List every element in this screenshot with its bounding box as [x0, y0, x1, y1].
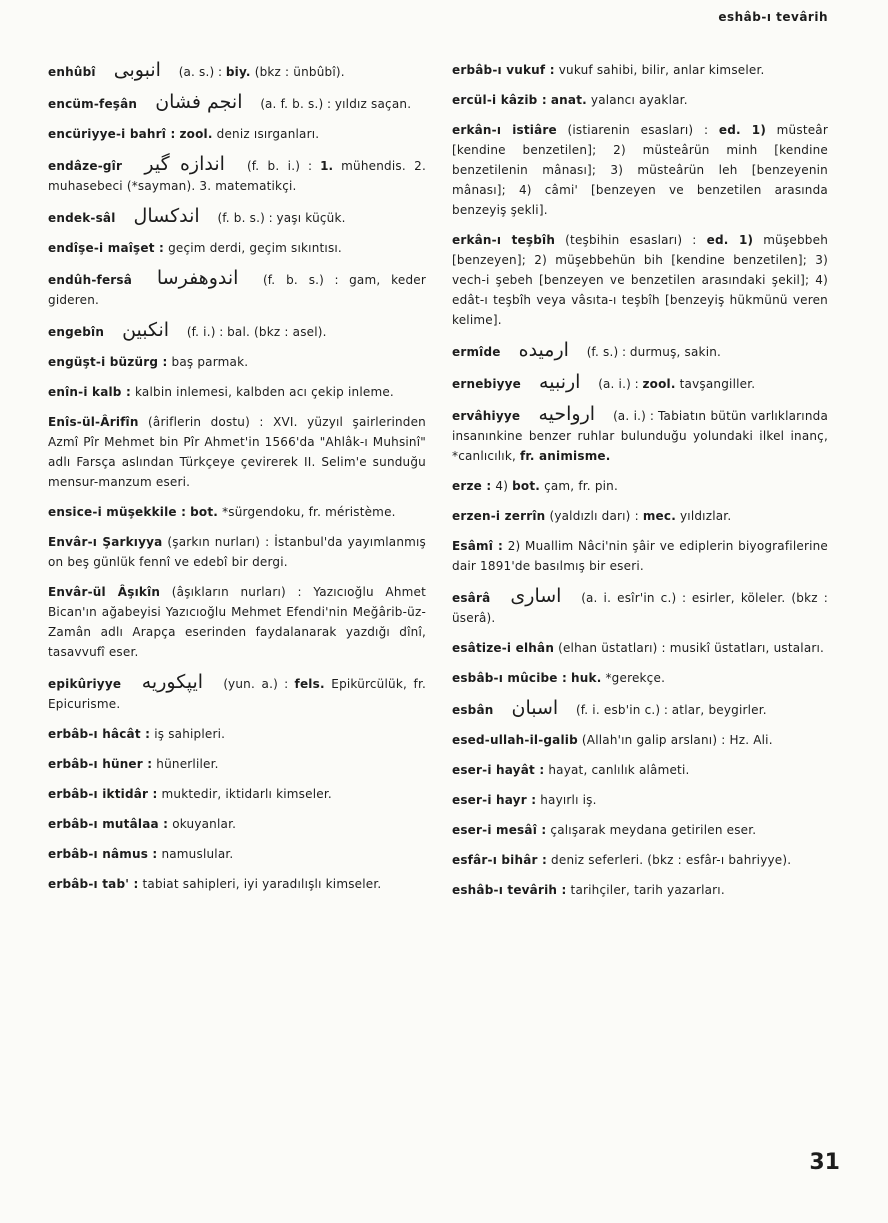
- dictionary-entry: [452, 586, 828, 628]
- dictionary-entry: [48, 532, 426, 572]
- right-column: [452, 60, 828, 910]
- dictionary-entry: [48, 502, 426, 522]
- headword: erbâb-ı nâmus :: [48, 847, 158, 861]
- domain-label: bot.: [512, 479, 541, 493]
- headword: erze :: [452, 479, 492, 493]
- headword: esed-ullah-il-galib: [452, 733, 578, 747]
- definition-text: 4): [495, 479, 509, 493]
- definition-text: 2) Muallim Nâci'nin şâir ve ediplerin biyografilerine dair 1891'de basılmış bir eseri.: [452, 539, 828, 573]
- domain-label: ed. 1): [718, 123, 767, 137]
- dictionary-entry: [452, 698, 828, 720]
- arabic-script: اسبان: [511, 697, 559, 719]
- headword: erbâb-ı tab' :: [48, 877, 139, 891]
- dictionary-entry: [48, 814, 426, 834]
- arabic-script: ارنبيه: [539, 371, 581, 393]
- domain-label: huk.: [571, 671, 602, 685]
- headword: ernebiyye: [452, 377, 522, 391]
- headword: enîn-i kalb :: [48, 385, 131, 399]
- headword: eshâb-ı tevârih :: [452, 883, 567, 897]
- domain-label: anat.: [550, 93, 587, 107]
- definition-text: müsteâr [kendine benzetilen]; 2) müsteârün minh [kendine benzetilenin mânası]; 3) müsteârün leh [benzeyenin mânası]; 4) câmi' [benzeyen ve benzetilen arasında benzeyiş şekli].: [452, 123, 828, 217]
- arabic-script: اندازه گير: [144, 153, 225, 175]
- headword: endek-sâl: [48, 211, 116, 225]
- dictionary-entry: [452, 230, 828, 330]
- definition-text: (f. i. esb'in c.) : atlar, beygirler.: [576, 703, 767, 717]
- headword: ermîde: [452, 345, 501, 359]
- dictionary-entry: [452, 90, 828, 110]
- dictionary-entry: [48, 206, 426, 228]
- headword: Esâmî :: [452, 539, 504, 553]
- definition-text: tavşangiller.: [679, 377, 756, 391]
- definition-text: hayırlı iş.: [540, 793, 597, 807]
- definition-text: namuslular.: [161, 847, 234, 861]
- dictionary-entry: [48, 92, 426, 114]
- headword: erbâb-ı hâcât :: [48, 727, 151, 741]
- arabic-script: ارميده: [518, 339, 569, 361]
- left-column: [48, 60, 426, 904]
- headword: ervâhiyye: [452, 409, 521, 423]
- headword: endâze-gîr: [48, 159, 123, 173]
- headword: eser-i mesâî :: [452, 823, 547, 837]
- definition-text: (a. i.) :: [598, 377, 639, 391]
- dictionary-entry: [452, 372, 828, 394]
- dictionary-entry: [452, 476, 828, 496]
- definition-text: (âşıkların nurları) : Yazıcıoğlu Ahmet Bican'ın ağabeyisi Yazıcıoğlu Mehmet Efendi'nin Meğârib-üz-Zamân adlı Arapça eserinden faydalanarak yazdığı dînî, tasavvufî eser.: [48, 585, 426, 659]
- definition-text: kalbin inlemesi, kalbden acı çekip inleme.: [134, 385, 394, 399]
- dictionary-entry: [48, 238, 426, 258]
- headword: Envâr-ı Şarkıyya: [48, 535, 163, 549]
- dictionary-entry: [452, 536, 828, 576]
- dictionary-entry: [48, 874, 426, 894]
- arabic-script: ايپكوريه: [141, 671, 204, 693]
- dictionary-entry: [452, 404, 828, 466]
- definition-text: (f. s.) : durmuş, sakin.: [586, 345, 722, 359]
- headword: erzen-i zerrîn: [452, 509, 546, 523]
- definition-text: (yaldızlı darı) :: [549, 509, 639, 523]
- headword: encüriyye-i bahrî :: [48, 127, 176, 141]
- headword: engüşt-i büzürg :: [48, 355, 168, 369]
- definition-text: okuyanlar.: [172, 817, 237, 831]
- arabic-script: اندوهفرسا: [156, 267, 239, 289]
- dictionary-entry: [452, 506, 828, 526]
- definition-text: Epikürcülük, fr. Epicurisme.: [48, 677, 427, 711]
- definition-text: *gerekçe.: [605, 671, 666, 685]
- headword: erbâb-ı iktidâr :: [48, 787, 158, 801]
- dictionary-entry: [452, 60, 828, 80]
- dictionary-entry: [48, 724, 426, 744]
- definition-text: (f. b. i.) :: [247, 159, 313, 173]
- dictionary-entry: [48, 60, 426, 82]
- dictionary-entry: [452, 760, 828, 780]
- definition-text: mühendis. 2. muhasebeci (*sayman). 3. matematikçi.: [48, 159, 426, 193]
- domain-label: fr. animisme.: [520, 449, 611, 463]
- domain-label: 1.: [320, 159, 334, 173]
- headword: erbâb-ı mutâlaa :: [48, 817, 169, 831]
- headword: erkân-ı istiâre: [452, 123, 557, 137]
- headword: Envâr-ül Âşıkîn: [48, 585, 161, 599]
- dictionary-entry: [48, 784, 426, 804]
- dictionary-entry: [48, 268, 426, 310]
- definition-text: (f. b. s.) : gam, keder gideren.: [48, 273, 427, 307]
- definition-text: hayat, canlılık alâmeti.: [548, 763, 690, 777]
- headword: eser-i hayr :: [452, 793, 537, 807]
- dictionary-entry: [48, 754, 426, 774]
- definition-text: (şarkın nurları) : İstanbul'da yayımlanmış on beş günlük fennî ve edebî bir dergi.: [48, 535, 427, 569]
- dictionary-entry: [452, 638, 828, 658]
- definition-text: vukuf sahibi, bilir, anlar kimseler.: [558, 63, 765, 77]
- definition-text: (bkz : ünbûbî).: [254, 65, 345, 79]
- definition-text: (istiarenin esasları) :: [567, 123, 709, 137]
- arabic-script: اسارى: [510, 585, 562, 607]
- definition-text: müşebbeh [benzeyen]; 2) müşebbehün bih [kendine benzetilen]; 3) vech-i şebeh [benzeyen ve benzetilen arasındaki şekil]; 4) edât-ı teşbîh veya vâsıta-ı teşbîh [benzeyiş hükmünü veren kelime].: [452, 233, 829, 327]
- dictionary-entry: [452, 340, 828, 362]
- definition-text: bal. (bkz : asel).: [227, 325, 327, 339]
- definition-text: (elhan üstatları) : musikî üstatları, ustaları.: [558, 641, 825, 655]
- running-header: eshâb-ı tevârih: [718, 10, 828, 24]
- domain-label: bot.: [190, 505, 219, 519]
- dictionary-entry: [48, 844, 426, 864]
- headword: esbâb-ı mûcibe :: [452, 671, 568, 685]
- definition-text: (yun. a.) :: [223, 677, 289, 691]
- page-number: 31: [809, 1150, 840, 1175]
- dictionary-entry: [452, 730, 828, 750]
- definition-text: yalancı ayaklar.: [590, 93, 688, 107]
- headword: esâtize-i elhân: [452, 641, 555, 655]
- definition-text: (a. f. b. s.) : yıldız saçan.: [260, 97, 412, 111]
- dictionary-entry: [48, 672, 426, 714]
- headword: enhûbî: [48, 65, 96, 79]
- definition-text: iş sahipleri.: [154, 727, 226, 741]
- definition-text: deniz ısırganları.: [216, 127, 320, 141]
- arabic-script: انبوبى: [113, 59, 161, 81]
- domain-label: mec.: [642, 509, 676, 523]
- headword: esfâr-ı bihâr :: [452, 853, 548, 867]
- dictionary-entry: [452, 850, 828, 870]
- definition-text: (âriflerin dostu) : XVI. yüzyıl şairlerinden Azmî Pîr Mehmet bin Pîr Ahmet'in 1566'da "Ahlâk-ı Muhsinî" adlı Farsça aslından Türkçeye çevirerek II. Selim'e sunduğu mensur-manzum eseri.: [48, 415, 426, 489]
- definition-text: geçim derdi, geçim sıkıntısı.: [168, 241, 342, 255]
- arabic-script: انجم فشان: [155, 91, 243, 113]
- dictionary-entry: [452, 790, 828, 810]
- headword: encüm-feşân: [48, 97, 138, 111]
- definition-text: *sürgendoku, fr. méristème.: [222, 505, 396, 519]
- definition-text: (f. b. s.) : yaşı küçük.: [217, 211, 346, 225]
- headword: erbâb-ı vukuf :: [452, 63, 555, 77]
- definition-text: (teşbihin esasları) :: [565, 233, 697, 247]
- dictionary-entry: [48, 582, 426, 662]
- domain-label: zool.: [642, 377, 676, 391]
- headword: erbâb-ı hüner :: [48, 757, 153, 771]
- definition-text: tabiat sahipleri, iyi yaradılışlı kimseler.: [142, 877, 382, 891]
- definition-text: (Allah'ın galip arslanı) : Hz. Ali.: [581, 733, 773, 747]
- headword: esârâ: [452, 591, 491, 605]
- arabic-script: اندكسال: [133, 205, 200, 227]
- definition-text: hünerliler.: [156, 757, 219, 771]
- definition-text: çalışarak meydana getirilen eser.: [550, 823, 757, 837]
- domain-label: fels.: [294, 677, 325, 691]
- dictionary-entry: [48, 154, 426, 196]
- domain-label: ed. 1): [706, 233, 754, 247]
- dictionary-entry: [452, 668, 828, 688]
- domain-label: zool.: [179, 127, 213, 141]
- dictionary-entry: [452, 820, 828, 840]
- headword: ercül-i kâzib :: [452, 93, 547, 107]
- dictionary-entry: [48, 352, 426, 372]
- definition-text: muktedir, iktidarlı kimseler.: [161, 787, 332, 801]
- headword: Enîs-ül-Ârifîn: [48, 415, 139, 429]
- dictionary-entry: [452, 120, 828, 220]
- arabic-script: ارواحيه: [538, 403, 596, 425]
- definition-text: baş parmak.: [171, 355, 249, 369]
- definition-text: çam, fr. pin.: [544, 479, 618, 493]
- dictionary-entry: [48, 124, 426, 144]
- headword: eser-i hayât :: [452, 763, 545, 777]
- definition-text: deniz seferleri. (bkz : esfâr-ı bahriyye).: [551, 853, 792, 867]
- headword: ensice-i müşekkile :: [48, 505, 187, 519]
- definition-text: tarihçiler, tarih yazarları.: [570, 883, 725, 897]
- headword: engebîn: [48, 325, 105, 339]
- headword: endûh-fersâ: [48, 273, 133, 287]
- dictionary-entry: [48, 412, 426, 492]
- domain-label: biy.: [225, 65, 251, 79]
- headword: epikûriyye: [48, 677, 122, 691]
- headword: esbân: [452, 703, 494, 717]
- definition-text: (a. s.) :: [178, 65, 223, 79]
- definition-text: (a. i.) : Tabiatın bütün varlıklarında insanınkine benzer ruhlar bulunduğu yolundaki ilkel inanç, *canlıcılık,: [452, 409, 828, 463]
- dictionary-entry: [48, 320, 426, 342]
- dictionary-entry: [452, 880, 828, 900]
- definition-text: (f. i.) :: [186, 325, 224, 339]
- definition-text: yıldızlar.: [679, 509, 732, 523]
- dictionary-entry: [48, 382, 426, 402]
- headword: erkân-ı teşbîh: [452, 233, 556, 247]
- definition-text: (a. i. esîr'in c.) : esirler, köleler. (bkz : üserâ).: [452, 591, 828, 625]
- headword: endîşe-i maîşet :: [48, 241, 165, 255]
- arabic-script: انكبين: [122, 319, 170, 341]
